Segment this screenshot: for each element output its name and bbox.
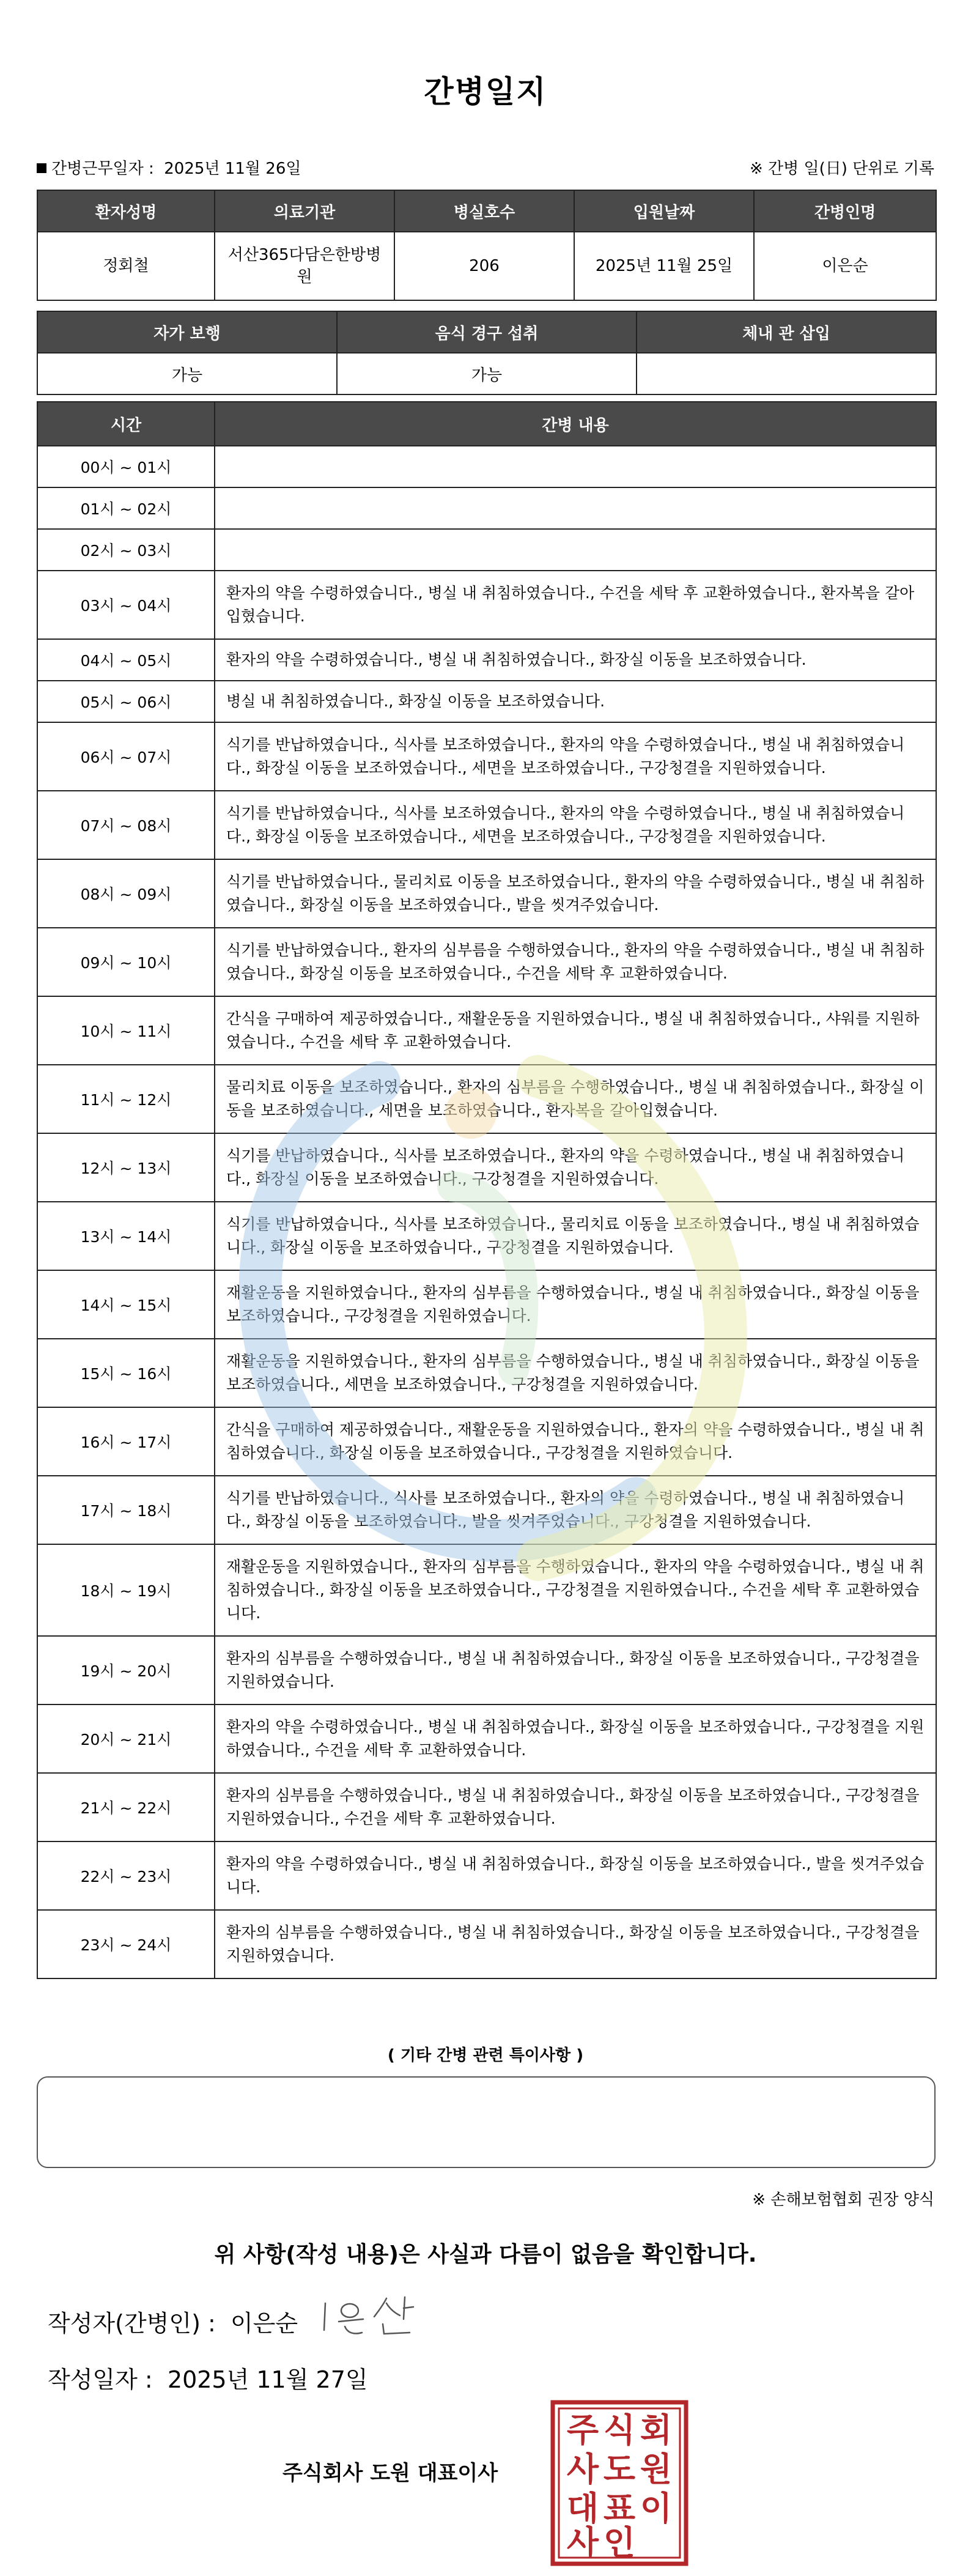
care-log-time: 02시 ~ 03시 xyxy=(37,529,215,571)
care-log-time: 16시 ~ 17시 xyxy=(37,1407,215,1476)
caregiver-name: 이은순 xyxy=(754,232,936,300)
header-admission-date: 입원날짜 xyxy=(574,190,754,232)
care-log-row xyxy=(37,1133,936,1202)
care-log-content: 식기를 반납하였습니다., 식사를 보조하였습니다., 환자의 약을 수령하였습니다., 병실 내 취침하였습니다., 화장실 이동을 보조하였습니다., 발을 씻겨주었습니다., 구강청결을 지원하였습니다. xyxy=(215,1476,936,1544)
care-log-row xyxy=(37,928,936,996)
tube-insertion-value xyxy=(637,353,936,394)
care-log-body xyxy=(37,446,936,1978)
patient-name: 정회철 xyxy=(37,232,215,300)
written-date: 2025년 11월 27일 xyxy=(167,2366,368,2393)
care-log-time: 10시 ~ 11시 xyxy=(37,996,215,1065)
care-log-content: 환자의 약을 수령하였습니다., 병실 내 취침하였습니다., 화장실 이동을 보조하였습니다., 구강청결을 지원하였습니다., 수건을 세탁 후 교환하였습니다. xyxy=(215,1704,936,1773)
ability-header-row xyxy=(37,311,936,353)
unit-note: ※ 간병 일(日) 단위로 기록 xyxy=(749,160,934,178)
writer-line xyxy=(48,2304,298,2338)
care-log-time: 12시 ~ 13시 xyxy=(37,1133,215,1202)
form-note: ※ 손해보험협회 권장 양식 xyxy=(752,2191,934,2209)
care-log-content: 식기를 반납하였습니다., 식사를 보조하였습니다., 환자의 약을 수령하였습니다., 병실 내 취침하였습니다., 화장실 이동을 보조하였습니다., 세면을 보조하였습니다., 구강청결을 지원하였습니다. xyxy=(215,722,936,791)
care-log-content: 환자의 약을 수령하였습니다., 병실 내 취침하였습니다., 화장실 이동을 보조하였습니다. xyxy=(215,639,936,681)
care-log-content: 환자의 심부름을 수행하였습니다., 병실 내 취침하였습니다., 화장실 이동을 보조하였습니다., 구강청결을 지원하였습니다. xyxy=(215,1636,936,1704)
care-log-row xyxy=(37,996,936,1065)
care-log-time: 14시 ~ 15시 xyxy=(37,1270,215,1339)
header-time: 시간 xyxy=(37,402,215,446)
remarks-title: ( 기타 간병 관련 특이사항 ) xyxy=(387,2046,584,2065)
remarks-box xyxy=(37,2076,936,2168)
seal-character: 식 xyxy=(603,2410,636,2449)
care-log-row xyxy=(37,1704,936,1773)
work-date-value: 2025년 11월 26일 xyxy=(164,160,301,178)
care-log-row xyxy=(37,859,936,928)
care-log-content: 식기를 반납하였습니다., 환자의 심부름을 수행하였습니다., 환자의 약을 수령하였습니다., 병실 내 취침하였습니다., 화장실 이동을 보조하였습니다., 수건을 세탁 후 교환하였습니다. xyxy=(215,928,936,996)
care-log-row xyxy=(37,529,936,571)
company-seal-stamp xyxy=(549,2399,690,2567)
care-log-content: 식기를 반납하였습니다., 물리치료 이동을 보조하였습니다., 환자의 약을 수령하였습니다., 병실 내 취침하였습니다., 화장실 이동을 보조하였습니다., 발을 씻겨주었습니다. xyxy=(215,859,936,928)
confirmation-statement: 위 사항(작성 내용)은 사실과 다름이 없음을 확인합니다. xyxy=(214,2242,757,2267)
patient-info-value-row xyxy=(37,232,936,300)
care-log-time: 08시 ~ 09시 xyxy=(37,859,215,928)
header-care-content: 간병 내용 xyxy=(215,402,936,446)
care-log-time: 06시 ~ 07시 xyxy=(37,722,215,791)
care-log-content: 환자의 심부름을 수행하였습니다., 병실 내 취침하였습니다., 화장실 이동을 보조하였습니다., 구강청결을 지원하였습니다., 수건을 세탁 후 교환하였습니다. xyxy=(215,1773,936,1841)
care-log-content: 식기를 반납하였습니다., 식사를 보조하였습니다., 환자의 약을 수령하였습니다., 병실 내 취침하였습니다., 화장실 이동을 보조하였습니다., 세면을 보조하였습니다., 구강청결을 지원하였습니다. xyxy=(215,791,936,859)
care-log-content: 간식을 구매하여 제공하였습니다., 재활운동을 지원하였습니다., 병실 내 취침하였습니다., 샤워를 지원하였습니다., 수건을 세탁 후 교환하였습니다. xyxy=(215,996,936,1065)
care-log-row xyxy=(37,1202,936,1270)
patient-info-table xyxy=(37,190,937,301)
care-log-content: 환자의 약을 수령하였습니다., 병실 내 취침하였습니다., 화장실 이동을 보조하였습니다., 발을 씻겨주었습니다. xyxy=(215,1841,936,1910)
care-log-time: 18시 ~ 19시 xyxy=(37,1544,215,1636)
care-log-row xyxy=(37,1773,936,1841)
header-oral-intake: 음식 경구 섭취 xyxy=(337,311,637,353)
care-log-content: 재활운동을 지원하였습니다., 환자의 심부름을 수행하였습니다., 환자의 약을 수령하였습니다., 병실 내 취침하였습니다., 화장실 이동을 보조하였습니다., 구강청결을 지원하였습니다., 수건을 세탁 후 교환하였습니다. xyxy=(215,1544,936,1636)
care-log-time: 19시 ~ 20시 xyxy=(37,1636,215,1704)
header-room: 병실호수 xyxy=(394,190,574,232)
care-log-content xyxy=(215,487,936,529)
care-log-time: 22시 ~ 23시 xyxy=(37,1841,215,1910)
care-log-time: 11시 ~ 12시 xyxy=(37,1065,215,1133)
care-log-row xyxy=(37,722,936,791)
care-log-row xyxy=(37,1841,936,1910)
care-log-time: 17시 ~ 18시 xyxy=(37,1476,215,1544)
care-log-time: 23시 ~ 24시 xyxy=(37,1910,215,1978)
care-log-time: 09시 ~ 10시 xyxy=(37,928,215,996)
care-log-row xyxy=(37,446,936,487)
header-caregiver: 간병인명 xyxy=(754,190,936,232)
care-log-row xyxy=(37,1544,936,1636)
work-date xyxy=(37,156,301,179)
care-log-row xyxy=(37,1339,936,1407)
care-log-time: 00시 ~ 01시 xyxy=(37,446,215,487)
company-representative: 주식회사 도원 대표이사 xyxy=(282,2461,498,2485)
care-log-row xyxy=(37,571,936,639)
square-bullet-icon xyxy=(37,163,46,173)
header-self-walking: 자가 보행 xyxy=(37,311,337,353)
header-hospital: 의료기관 xyxy=(215,190,394,232)
care-log-content xyxy=(215,446,936,487)
header-patient-name: 환자성명 xyxy=(37,190,215,232)
care-log-content: 환자의 약을 수령하였습니다., 병실 내 취침하였습니다., 수건을 세탁 후 교환하였습니다., 환자복을 갈아입혔습니다. xyxy=(215,571,936,639)
care-log-time: 04시 ~ 05시 xyxy=(37,639,215,681)
care-log-content: 식기를 반납하였습니다., 식사를 보조하였습니다., 물리치료 이동을 보조하였습니다., 병실 내 취침하였습니다., 화장실 이동을 보조하였습니다., 구강청결을 지원하였습니다. xyxy=(215,1202,936,1270)
care-log-time: 20시 ~ 21시 xyxy=(37,1704,215,1773)
patient-ability-table xyxy=(37,311,937,395)
header-tube-insertion: 체내 관 삽입 xyxy=(637,311,936,353)
seal-character: 도 xyxy=(603,2449,636,2489)
seal-character: 원 xyxy=(640,2449,673,2489)
work-date-label: 간병근무일자 : xyxy=(51,160,154,178)
care-log-row xyxy=(37,681,936,722)
care-log-time: 13시 ~ 14시 xyxy=(37,1202,215,1270)
written-date-line xyxy=(48,2361,368,2394)
care-log-row xyxy=(37,639,936,681)
seal-character: 주 xyxy=(566,2410,599,2449)
handwritten-signature xyxy=(318,2292,428,2341)
ability-value-row xyxy=(37,353,936,394)
seal-character: 사 xyxy=(566,2449,599,2489)
care-log-time: 15시 ~ 16시 xyxy=(37,1339,215,1407)
seal-character: 대 xyxy=(566,2489,599,2528)
seal-character: 사 xyxy=(566,2523,599,2562)
care-log-table xyxy=(37,401,937,1979)
care-log-content: 병실 내 취침하였습니다., 화장실 이동을 보조하였습니다. xyxy=(215,681,936,722)
seal-character: 이 xyxy=(640,2489,673,2528)
care-log-content: 재활운동을 지원하였습니다., 환자의 심부름을 수행하였습니다., 병실 내 취침하였습니다., 화장실 이동을 보조하였습니다., 세면을 보조하였습니다., 구강청결을 지원하였습니다. xyxy=(215,1339,936,1407)
seal-character: 회 xyxy=(640,2410,673,2449)
room-number: 206 xyxy=(394,232,574,300)
care-log-header-row xyxy=(37,402,936,446)
care-log-row xyxy=(37,1636,936,1704)
care-log-row xyxy=(37,1065,936,1133)
care-log-content: 재활운동을 지원하였습니다., 환자의 심부름을 수행하였습니다., 병실 내 취침하였습니다., 화장실 이동을 보조하였습니다., 구강청결을 지원하였습니다. xyxy=(215,1270,936,1339)
writer-name: 이은순 xyxy=(230,2310,298,2337)
care-log-row xyxy=(37,791,936,859)
care-log-time: 05시 ~ 06시 xyxy=(37,681,215,722)
oral-intake-value: 가능 xyxy=(337,353,637,394)
care-log-row xyxy=(37,487,936,529)
care-log-row xyxy=(37,1910,936,1978)
hospital-name: 서산365다담은한방병원 xyxy=(215,232,394,300)
seal-character: 표 xyxy=(603,2489,636,2528)
document-title: 간병일지 xyxy=(424,74,547,109)
written-date-label: 작성일자 : xyxy=(48,2366,153,2393)
care-log-content: 환자의 심부름을 수행하였습니다., 병실 내 취침하였습니다., 화장실 이동을 보조하였습니다., 구강청결을 지원하였습니다. xyxy=(215,1910,936,1978)
seal-character: 인 xyxy=(603,2523,636,2562)
care-log-time: 03시 ~ 04시 xyxy=(37,571,215,639)
care-log-content: 물리치료 이동을 보조하였습니다., 환자의 심부름을 수행하였습니다., 병실 내 취침하였습니다., 화장실 이동을 보조하였습니다., 세면을 보조하였습니다., 환자복을 갈아입혔습니다. xyxy=(215,1065,936,1133)
care-log-row xyxy=(37,1476,936,1544)
patient-info-header-row xyxy=(37,190,936,232)
care-log-time: 21시 ~ 22시 xyxy=(37,1773,215,1841)
admission-date: 2025년 11월 25일 xyxy=(574,232,754,300)
care-log-content: 간식을 구매하여 제공하였습니다., 재활운동을 지원하였습니다., 환자의 약을 수령하였습니다., 병실 내 취침하였습니다., 화장실 이동을 보조하였습니다., 구강청결을 지원하였습니다. xyxy=(215,1407,936,1476)
care-log-row xyxy=(37,1270,936,1339)
care-log-time: 01시 ~ 02시 xyxy=(37,487,215,529)
care-log-time: 07시 ~ 08시 xyxy=(37,791,215,859)
care-log-row xyxy=(37,1407,936,1476)
care-log-content: 식기를 반납하였습니다., 식사를 보조하였습니다., 환자의 약을 수령하였습니다., 병실 내 취침하였습니다., 화장실 이동을 보조하였습니다., 구강청결을 지원하였습니다. xyxy=(215,1133,936,1202)
self-walking-value: 가능 xyxy=(37,353,337,394)
writer-label: 작성자(간병인) : xyxy=(48,2310,216,2337)
care-log-content xyxy=(215,529,936,571)
